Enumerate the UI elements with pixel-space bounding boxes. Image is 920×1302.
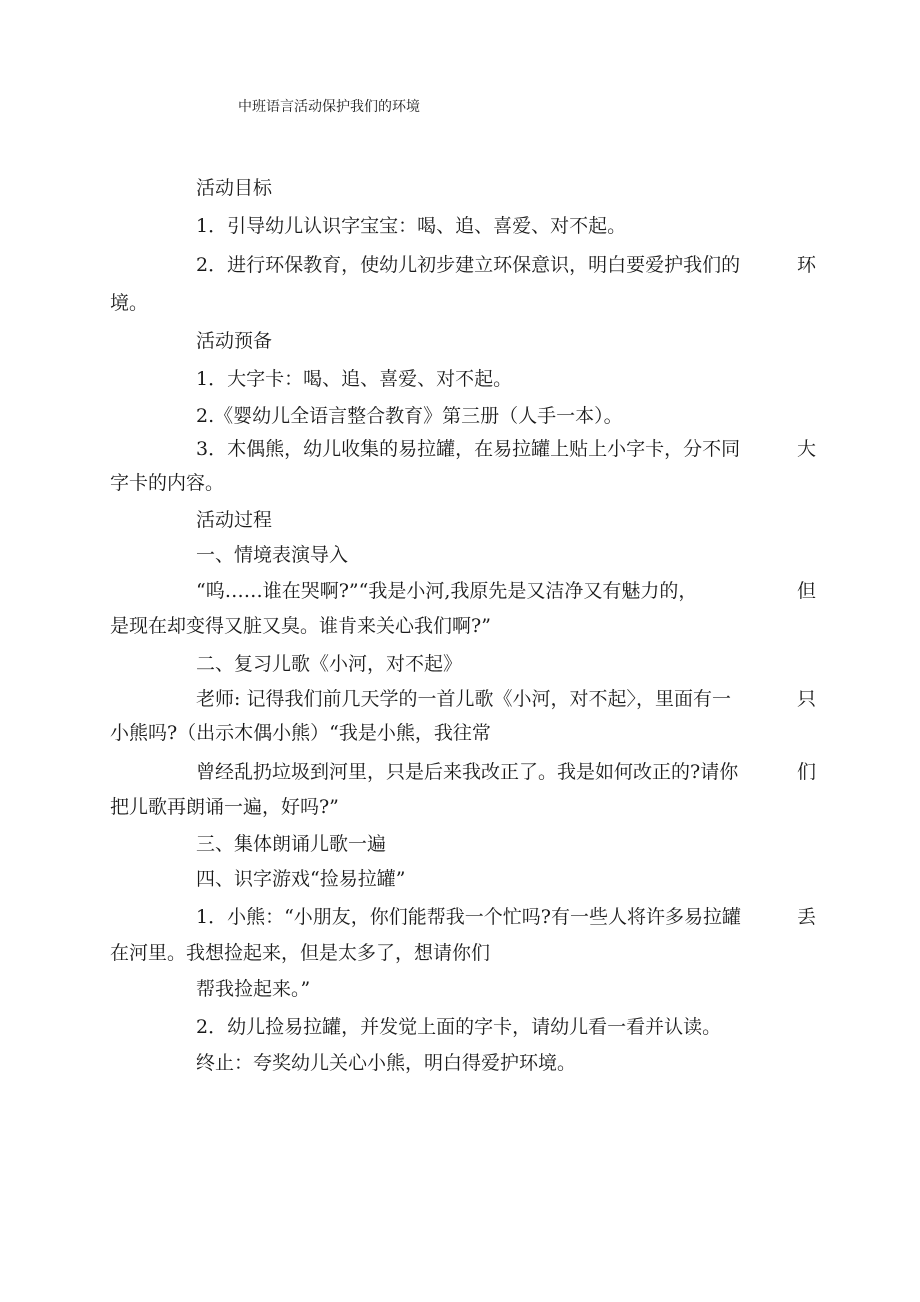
conclusion: 终止：夸奖幼儿关心小熊，明白得爱护环境。: [196, 1052, 577, 1074]
step-2-heading: 二、复习儿歌《小河，对不起》: [196, 653, 463, 675]
step-2-teacher-text: 老师: 记得我们前几天学的一首儿歌《小河，对不起〉，里面有一: [196, 688, 731, 710]
prep-heading: 活动预备: [196, 330, 273, 352]
step-2-teacher-tail: 只: [796, 688, 816, 710]
step-2-line-2: 小熊吗?（出示木偶小熊）“我是小熊，我往常: [110, 722, 491, 744]
step-1-line-1: [196, 579, 816, 603]
goals-item-2-text: 2．进行环保教育，使幼儿初步建立环保意识，明白要爱护我们的: [196, 254, 741, 276]
prep-item-3-line-1: [196, 437, 816, 461]
prep-item-3-text: 3．木偶熊，幼儿收集的易拉罐，在易拉罐上贴上小字卡，分不同: [196, 438, 741, 460]
step-2-line-1: [196, 687, 816, 711]
step-2-line-3: [196, 760, 816, 784]
step-4-item-1-line-3: 帮我捡起来。”: [196, 978, 311, 1000]
prep-item-2: 2.《婴幼儿全语言整合教育》第三册（人手一本）。: [196, 405, 623, 427]
step-1-dialogue: “呜……谁在哭啊?”“我是小河,我原先是又洁净又有魅力的，: [196, 580, 698, 602]
goals-heading: 活动目标: [196, 177, 273, 199]
prep-item-3-tail: 大: [796, 438, 816, 460]
step-1-line-2: 是现在却变得又脏又臭。谁肯来关心我们啊?”: [110, 615, 491, 637]
process-heading: 活动过程: [196, 509, 273, 531]
step-3-heading: 三、集体朗诵儿歌一遍: [196, 833, 387, 855]
step-4-item-1-text: 1．小熊：“小朋友，你们能帮我一个忙吗?有一些人将许多易拉罐: [196, 906, 741, 928]
goals-item-2-line-2: 境。: [110, 292, 149, 314]
step-2-line-4: 把儿歌再朗诵一遍，好吗?”: [110, 796, 339, 818]
goals-item-2-tail: 环: [796, 254, 816, 276]
step-4-item-1-tail: 丢: [796, 906, 816, 928]
prep-item-3-line-2: 字卡的内容。: [110, 472, 225, 494]
step-2-bear-tail: 们: [796, 761, 816, 783]
step-4-item-1-line-2: 在河里。我想捡起来，但是太多了，想请你们: [110, 942, 491, 964]
prep-item-1: 1．大字卡：喝、追、喜爱、对不起。: [196, 368, 513, 390]
step-2-bear-text: 曾经乱扔垃圾到河里，只是后来我改正了。我是如何改正的?请你: [196, 761, 739, 783]
step-4-item-2: 2．幼儿捡易拉罐，并发觉上面的字卡，请幼儿看一看并认读。: [196, 1016, 722, 1038]
goals-item-2-line-1: [196, 253, 816, 277]
step-4-item-1-line-1: [196, 905, 816, 929]
step-1-dialogue-tail: 但: [796, 580, 816, 602]
step-4-heading: 四、识字游戏“捡易拉罐”: [196, 868, 406, 890]
document-title: 中班语言活动保护我们的环境: [238, 99, 420, 115]
goals-item-1: 1．引导幼儿认识字宝宝：喝、追、喜爱、对不起。: [196, 215, 627, 237]
step-1-heading: 一、情境表演导入: [196, 544, 349, 566]
